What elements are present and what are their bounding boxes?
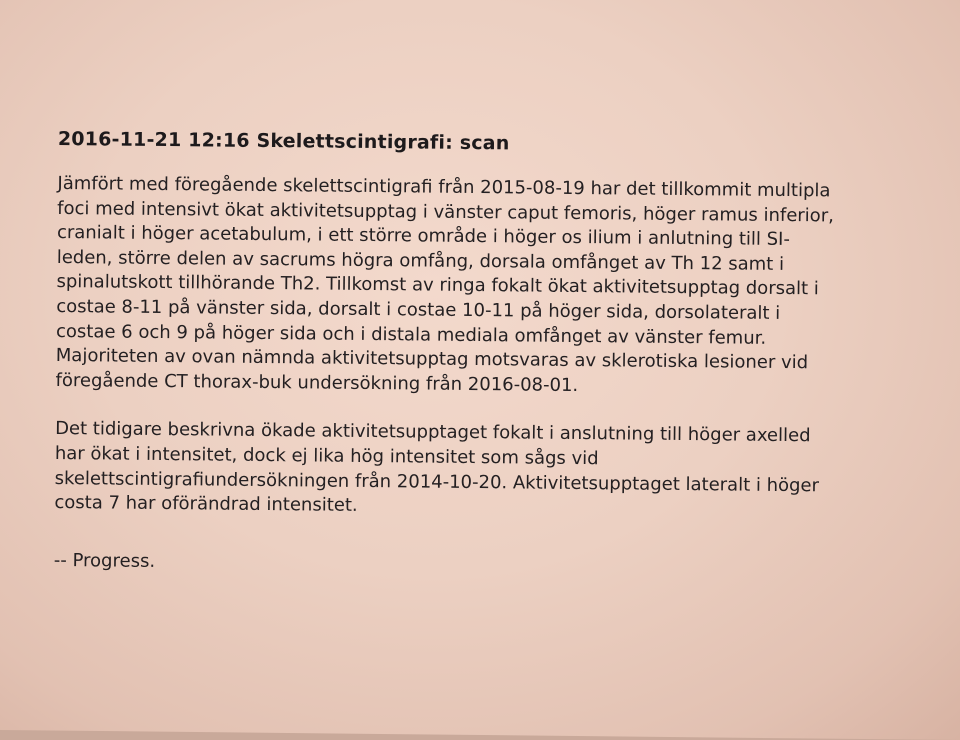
text-line: foci med intensivt ökat aktivitetsupptag i vänster caput femoris, höger ramus inferior, xyxy=(57,197,834,227)
text-line: costae 6 och 9 på höger sida och i distala mediala omfånget av vänster femur. xyxy=(55,320,767,349)
paragraph-previous-findings xyxy=(54,417,935,524)
text-line: costae 8-11 på vänster sida, dorsalt i costae 10-11 på höger sida, dorsolateralt i xyxy=(56,295,781,324)
text-line: föregående CT thorax-buk undersökning från 2016-08-01. xyxy=(55,369,579,396)
paragraph-findings xyxy=(55,172,937,402)
text-line: leden, större delen av sacrums högra omfång, dorsala omfånget av Th 12 samt i xyxy=(56,246,785,275)
text-line: Majoriteten av ovan nämnda aktivitetsupptag motsvaras av sklerotiska lesioner vid xyxy=(55,345,809,374)
text-line: Jämfört med föregående skelettscintigrafi från 2015-08-19 har det tillkommit multipla xyxy=(57,172,831,202)
signoff: -- Progress. xyxy=(53,549,156,572)
text-line: skelettscintigrafiundersökningen från 2014-10-20. Aktivitetsupptaget lateralt i höger xyxy=(54,467,820,496)
text-line: har ökat i intensitet, dock ej lika hög intensitet som sågs vid xyxy=(54,442,599,470)
text-line: Det tidigare beskrivna ökade aktivitetsupptaget fokalt i anslutning till höger axelled xyxy=(55,418,811,447)
text-line: costa 7 har oförändrad intensitet. xyxy=(54,492,358,517)
text-line: cranialt i höger acetabulum, i ett större område i höger os ilium i anlutning till SI- xyxy=(56,222,790,251)
document-header: 2016-11-21 12:16 Skelettscintigrafi: scan xyxy=(57,128,510,155)
text-line: spinalutskott tillhörande Th2. Tillkomst av ringa fokalt ökat aktivitetsupptag dorsalt i xyxy=(56,271,819,300)
document-content xyxy=(54,128,938,579)
